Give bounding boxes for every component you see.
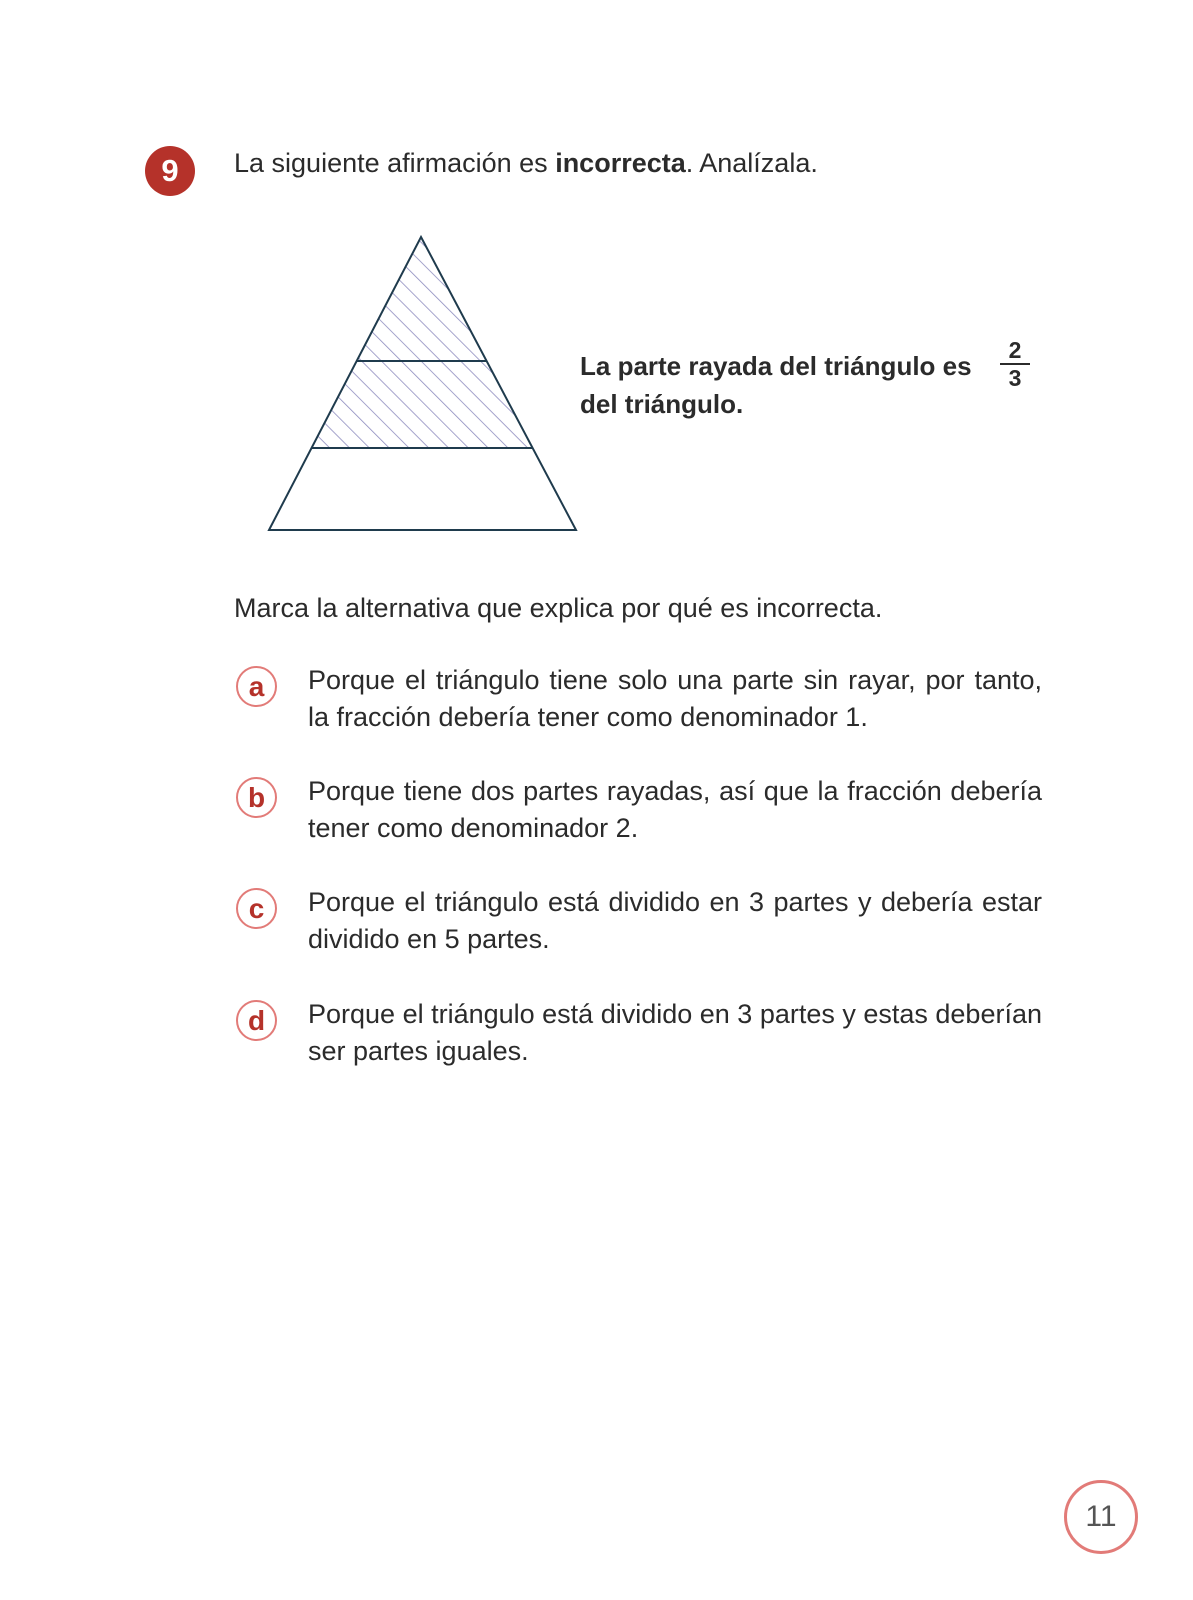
statement-line-1: La parte rayada del triángulo es bbox=[580, 351, 972, 381]
option-d-letter[interactable]: d bbox=[236, 1000, 277, 1041]
fraction-denominator: 3 bbox=[1008, 365, 1022, 391]
intro-text-bold: incorrecta bbox=[555, 148, 686, 178]
triangle-figure bbox=[0, 0, 1193, 560]
instruction: Marca la alternativa que explica por qué es incorrecta. bbox=[234, 593, 883, 623]
intro-text-start: La siguiente afirmación es bbox=[234, 148, 556, 178]
shaded-middle-part bbox=[312, 361, 532, 448]
option-b-text: Porque tiene dos partes rayadas, así que la fracción debería tener como denominador 2. bbox=[308, 776, 1042, 843]
fraction bbox=[1000, 338, 1030, 390]
option-b-letter[interactable]: b bbox=[236, 777, 277, 818]
page-number: 11 bbox=[1064, 1480, 1138, 1554]
fraction-numerator: 2 bbox=[1000, 338, 1030, 365]
question-number-badge: 9 bbox=[145, 146, 195, 196]
statement bbox=[580, 347, 972, 423]
option-a-text: Porque el triángulo tiene solo una parte sin rayar, por tanto, la fracción debería tener como denominador 1. bbox=[308, 665, 1042, 732]
option-a-letter[interactable]: a bbox=[236, 666, 277, 707]
statement-line-2: del triángulo. bbox=[580, 389, 744, 419]
option-c-text: Porque el triángulo está dividido en 3 partes y debería estar dividido en 5 partes. bbox=[308, 887, 1042, 954]
shaded-top-part bbox=[356, 237, 487, 361]
option-d-text: Porque el triángulo está dividido en 3 partes y estas deberían ser partes iguales. bbox=[308, 999, 1042, 1066]
option-c-letter[interactable]: c bbox=[236, 888, 277, 929]
intro-text-end: . Analízala. bbox=[685, 148, 818, 178]
